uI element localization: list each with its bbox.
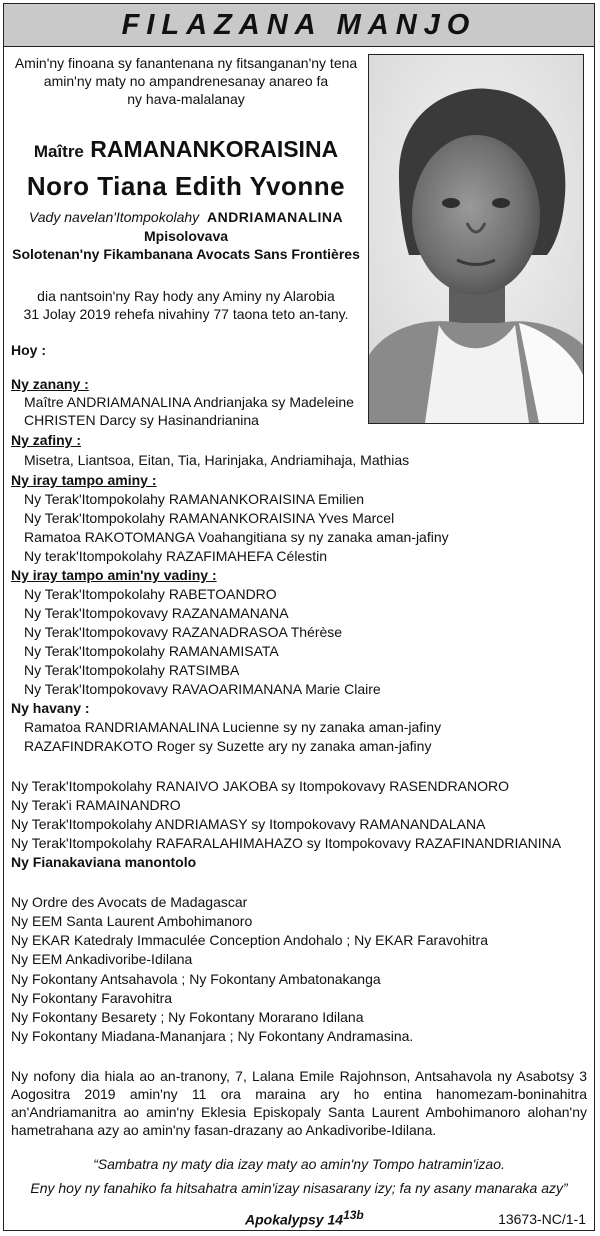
deceased-portrait-photo [368, 54, 584, 424]
families-closing: Ny Fianakaviana manontolo [11, 854, 197, 870]
organization-line: Ny Ordre des Avocats de Madagascar [11, 894, 248, 910]
list-item: Ny Terak'Itompokolahy RAMANANKORAISINA Yves Marcel [24, 510, 395, 526]
list-item: Ny terak'Itompokolahy RAZAFIMAHEFA Célestin [24, 548, 327, 564]
organization-line: Ny Fokontany Miadana-Mananjara ; Ny Fokontany Andramasina. [11, 1028, 414, 1044]
list-item: Ny Terak'Itompokolahy RABETOANDRO [24, 586, 277, 602]
spouse-line [8, 208, 364, 226]
spouse-name: ANDRIAMANALINA [206, 209, 344, 225]
intro-line: amin'ny maty no ampandrenesanay anareo fa [43, 73, 329, 89]
organization-line: Ny EEM Ankadivoribe-Idilana [11, 951, 193, 967]
deceased-surname: RAMANANKORAISINA [90, 136, 339, 162]
group-heading-relatives: Ny havany : [11, 700, 90, 716]
group-heading-siblings: Ny iray tampo aminy : [11, 472, 157, 488]
intro-line: ny hava-malalanay [127, 91, 245, 107]
list-item: Ny Terak'Itompokovavy RAZANADRASOA Thérèse [24, 624, 343, 640]
list-item: Ny Terak'Itompokovavy RAVAOARIMANANA Marie Claire [24, 681, 381, 697]
list-item: CHRISTEN Darcy sy Hasinandrianina [24, 412, 259, 428]
list-item: Ny Terak'Itompokovavy RAZANAMANANA [24, 605, 289, 621]
notice-header [4, 4, 594, 47]
death-notice-line: dia nantsoin'ny Ray hody any Aminy ny Alarobia [37, 288, 335, 304]
list-item: Ny Terak'Itompokolahy RATSIMBA [24, 662, 240, 678]
scripture-verse: 13b [343, 1208, 364, 1222]
group-heading-children: Ny zanany : [11, 376, 89, 392]
list-item: Ramatoa RANDRIAMANALINA Lucienne sy ny zanaka aman-jafiny [24, 719, 442, 735]
family-line: Ny Terak'Itompokolahy RANAIVO JAKOBA sy Itompokovavy RASENDRANORO [11, 778, 510, 794]
group-heading-grandchildren: Ny zafiny : [11, 432, 82, 448]
deceased-profession: Mpisolovava [143, 228, 229, 244]
organization-line: Ny Fokontany Besarety ; Ny Fokontany Morarano Idilana [11, 1009, 364, 1025]
list-item: Maître ANDRIAMANALINA Andrianjaka sy Madeleine [24, 394, 354, 410]
list-item: RAZAFINDRAKOTO Roger sy Suzette ary ny zanaka aman-jafiny [24, 738, 432, 754]
scripture-quote-line: “Sambatra ny maty dia izay maty ao amin'ny Tompo hatramin'izao. [93, 1156, 505, 1172]
spouse-prefix: Vady navelan'Itompokolahy [28, 209, 200, 225]
notice-title: FILAZANA MANJO [121, 9, 477, 41]
death-notice-line: 31 Jolay 2019 rehefa nivahiny 77 taona teto an-tany. [23, 306, 349, 322]
intro-line: Amin'ny finoana sy fanantenana ny fitsanganan'ny tena [14, 55, 358, 71]
family-line: Ny Terak'Itompokolahy RAFARALAHIMAHAZO sy Itompokovavy RAZAFINANDRIANINA [11, 835, 562, 851]
deceased-surname-line [8, 135, 364, 166]
deceased-association: Solotenan'ny Fikambanana Avocats Sans Frontières [12, 246, 360, 262]
hoy-label: Hoy : [11, 342, 46, 358]
organization-line: Ny EKAR Katedraly Immaculée Conception Andohalo ; Ny EKAR Faravohitra [11, 932, 489, 948]
scripture-book: Apokalypsy 14 [245, 1211, 344, 1228]
ad-code: 13673-NC/1-1 [498, 1211, 586, 1227]
ceremony-paragraph: Ny nofony dia hiala ao an-tranony, 7, Lalana Emile Rajohnson, Antsahavola ny Asabotsy 3 Aogositra 2019 amin'ny 11 ora maraina ary ho entina hanomezam-boninahitra an'Andriamanitra ao amin'ny Eklesia Episkopaly Santa Laurent Ambohimanoro alohan'ny hametrahana azy ao amin'ny fasan-drazany ao Ankadivoribe-Idilana. [11, 1068, 587, 1138]
list-item: Misetra, Liantsoa, Eitan, Tia, Harinjaka, Andriamihaja, Mathias [24, 452, 410, 468]
list-item: Ny Terak'Itompokolahy RAMANANKORAISINA Emilien [24, 491, 365, 507]
family-line: Ny Terak'Itompokolahy ANDRIAMASY sy Itompokovavy RAMANANDALANA [11, 816, 486, 832]
organization-line: Ny Fokontany Antsahavola ; Ny Fokontany Ambatonakanga [11, 971, 381, 987]
deceased-prefix: Maître [33, 142, 84, 161]
family-line: Ny Terak'i RAMAINANDRO [11, 797, 181, 813]
organization-line: Ny Fokontany Faravohitra [11, 990, 173, 1006]
group-heading-spouse-siblings: Ny iray tampo amin'ny vadiny : [11, 567, 217, 583]
scripture-reference [245, 1208, 364, 1228]
scripture-quote-line: Eny hoy ny fanahiko fa hitsahatra amin'izay nisasarany izy; fa ny asany manaraka azy” [30, 1180, 568, 1196]
organization-line: Ny EEM Santa Laurent Ambohimanoro [11, 913, 253, 929]
list-item: Ramatoa RAKOTOMANGA Voahangitiana sy ny zanaka aman-jafiny [24, 529, 449, 545]
list-item: Ny Terak'Itompokolahy RAMANAMISATA [24, 643, 279, 659]
deceased-given-names: Noro Tiana Edith Yvonne [26, 171, 346, 201]
